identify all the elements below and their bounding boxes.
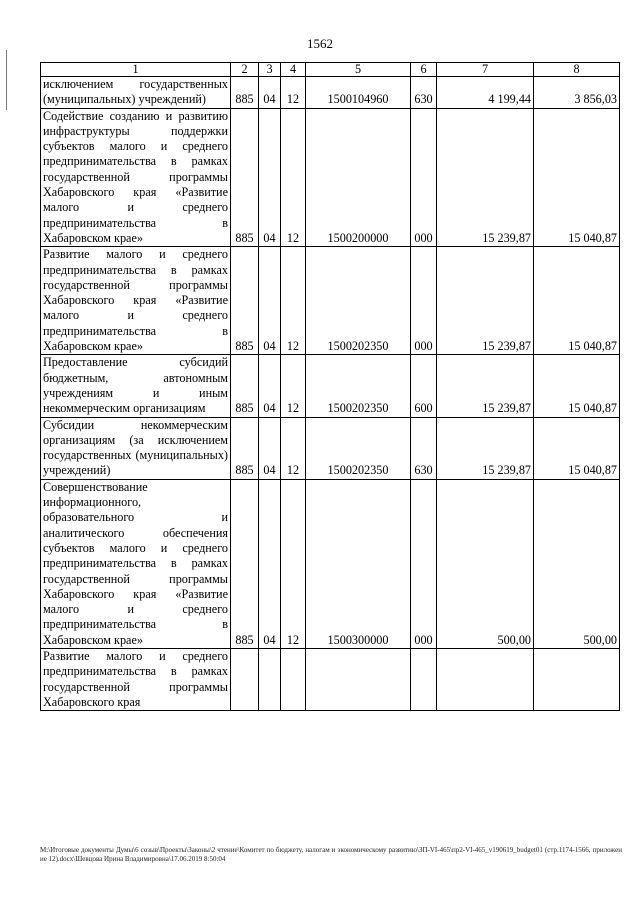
csr-code: 1500104960 [306,77,411,109]
budget-table [40,62,620,711]
gr-code: 885 [231,77,259,109]
amount-1: 4 199,44 [437,77,534,109]
rz-code: 04 [259,108,281,247]
amount-1: 500,00 [437,479,534,648]
table-row [41,108,620,247]
csr-code: 1500300000 [306,479,411,648]
amount-1 [437,648,534,710]
vr-code: 600 [411,355,437,417]
amount-1: 15 239,87 [437,417,534,479]
amount-2: 15 040,87 [534,355,620,417]
pr-code: 12 [281,247,306,355]
rz-code: 04 [259,77,281,109]
table-row [41,648,620,710]
csr-code: 1500202350 [306,247,411,355]
row-name: исключением государственных (муниципальных) учреждений) [41,77,231,109]
row-name: Предоставление субсидий бюджетным, автономным учреждениям и иным некоммерческим организациям [41,355,231,417]
vr-code: 630 [411,77,437,109]
column-header: 3 [259,63,281,77]
rz-code [259,648,281,710]
gr-code: 885 [231,355,259,417]
row-name: Совершенствование информационного, образовательного и аналитического обеспечения субъектов малого и среднего предпринимательства в рамках государственной программы Хабаровского края «Развитие малого и среднего предпринимательства в Хабаровском крае» [41,479,231,648]
table-header-row [41,63,620,77]
csr-code: 1500202350 [306,355,411,417]
table-row [41,247,620,355]
column-header: 6 [411,63,437,77]
amount-2: 15 040,87 [534,247,620,355]
vr-code: 000 [411,479,437,648]
pr-code: 12 [281,77,306,109]
csr-code: 1500202350 [306,417,411,479]
amount-1: 15 239,87 [437,247,534,355]
vr-code: 000 [411,108,437,247]
column-header: 1 [41,63,231,77]
csr-code: 1500200000 [306,108,411,247]
column-header: 8 [534,63,620,77]
page-number: 1562 [307,36,333,51]
rz-code: 04 [259,417,281,479]
amount-2: 15 040,87 [534,108,620,247]
pr-code: 12 [281,108,306,247]
gr-code: 885 [231,479,259,648]
vr-code: 000 [411,247,437,355]
gr-code [231,648,259,710]
row-name: Развитие малого и среднего предпринимательства в рамках государственной программы Хабаровского края [41,648,231,710]
margin-mark [6,50,7,110]
vr-code [411,648,437,710]
pr-code: 12 [281,479,306,648]
gr-code: 885 [231,247,259,355]
gr-code: 885 [231,417,259,479]
rz-code: 04 [259,355,281,417]
table-row [41,355,620,417]
rz-code: 04 [259,479,281,648]
pr-code: 12 [281,417,306,479]
pr-code [281,648,306,710]
row-name: Развитие малого и среднего предпринимательства в рамках государственной программы Хабаровского края «Развитие малого и среднего предпринимательства в Хабаровском крае» [41,247,231,355]
amount-1: 15 239,87 [437,108,534,247]
column-header: 7 [437,63,534,77]
pr-code: 12 [281,355,306,417]
amount-1: 15 239,87 [437,355,534,417]
row-name: Субсидии некоммерческим организациям (за исключением государственных (муниципальных) учреждений) [41,417,231,479]
rz-code: 04 [259,247,281,355]
table-row [41,479,620,648]
row-name: Содействие созданию и развитию инфраструктуры поддержки субъектов малого и среднего предпринимательства в рамках государственной программы Хабаровского края «Развитие малого и среднего предпринимательства в Хабаровском крае» [41,108,231,247]
amount-2: 3 856,03 [534,77,620,109]
column-header: 2 [231,63,259,77]
column-header: 5 [306,63,411,77]
table-row [41,77,620,109]
gr-code: 885 [231,108,259,247]
amount-2: 500,00 [534,479,620,648]
column-header: 4 [281,63,306,77]
amount-2 [534,648,620,710]
csr-code [306,648,411,710]
amount-2: 15 040,87 [534,417,620,479]
table-row [41,417,620,479]
vr-code: 630 [411,417,437,479]
document-footer-path: M:\Итоговые документы Думы\6 созыв\Проекты\Законы\2 чтение\Комитет по бюджету, налогам и экономическому развитию\ЗП-VI-465\пр2-VI-465_v190619_budget01 (стр.1174-1566, приложение 12).docx\Шевцова Ирина Владимировна\17.06.2019 8:50:04 [40,846,622,863]
